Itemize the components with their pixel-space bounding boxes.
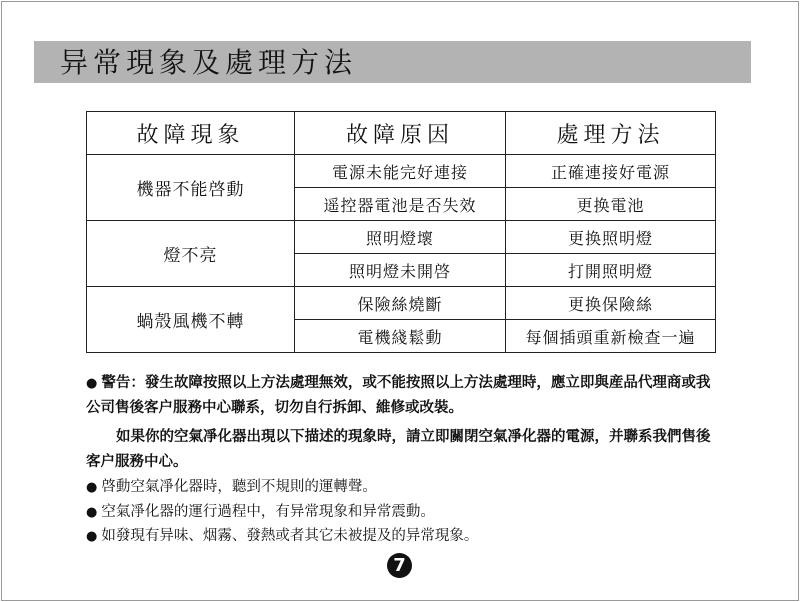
page-number: 7 [387, 553, 412, 578]
list-item-text: 啓動空氣凈化器時，聽到不規則的運轉聲。 [101, 479, 377, 495]
list-item [86, 475, 716, 500]
solution-cell: 更换保險絲 [506, 287, 716, 320]
notice-text: 如果你的空氣凈化器出現以下描述的現象時，請立即關閉空氣凈化器的電源，并聯系我們售後客户服務中心。 [86, 429, 711, 470]
bullet-icon: ● [86, 529, 98, 544]
solution-cell: 更换電池 [506, 188, 716, 221]
list-item [86, 524, 716, 549]
table-row [87, 221, 716, 254]
cause-cell: 電源未能完好連接 [295, 155, 506, 188]
cause-cell: 照明燈未開啓 [295, 254, 506, 287]
warning-text: 警告：發生故障按照以上方法處理無效，或不能按照以上方法處理時，應立即與産品代理商或我公司售後客户服務中心聯系，切勿自行拆卸、維修或改裝。 [86, 375, 711, 416]
bullet-icon: ● [86, 504, 98, 520]
warning-paragraph [86, 371, 716, 421]
solution-cell: 每個插頭重新檢查一遍 [506, 320, 716, 353]
solution-cell: 打開照明燈 [506, 254, 716, 287]
table-header-row [87, 112, 716, 155]
troubleshooting-table [86, 111, 716, 353]
column-header-solution: 處理方法 [506, 112, 716, 155]
page-title: 异常現象及處理方法 [60, 46, 358, 79]
notice-paragraph [86, 425, 716, 475]
symptom-cell: 燈不亮 [87, 221, 295, 287]
abnormal-conditions-list [86, 475, 716, 549]
cause-cell: 保險絲燒斷 [295, 287, 506, 320]
list-item-text: 如發現有异味、烟霧、發熱或者其它未被提及的异常現象。 [101, 528, 479, 544]
cause-cell: 電機綫鬆動 [295, 320, 506, 353]
symptom-cell: 機器不能啓動 [87, 155, 295, 221]
list-item [86, 500, 716, 525]
column-header-cause: 故障原因 [295, 112, 506, 155]
solution-cell: 更换照明燈 [506, 221, 716, 254]
symptom-cell: 蝸殼風機不轉 [87, 287, 295, 353]
bullet-icon: ● [86, 376, 98, 391]
column-header-symptom: 故障現象 [87, 112, 295, 155]
cause-cell: 照明燈壞 [295, 221, 506, 254]
bullet-icon: ● [86, 480, 98, 495]
table-row [87, 155, 716, 188]
cause-cell: 遥控器電池是否失效 [295, 188, 506, 221]
solution-cell: 正確連接好電源 [506, 155, 716, 188]
table-row [87, 287, 716, 320]
list-item-text: 空氣凈化器的運行過程中，有异常現象和异常震動。 [101, 503, 435, 520]
